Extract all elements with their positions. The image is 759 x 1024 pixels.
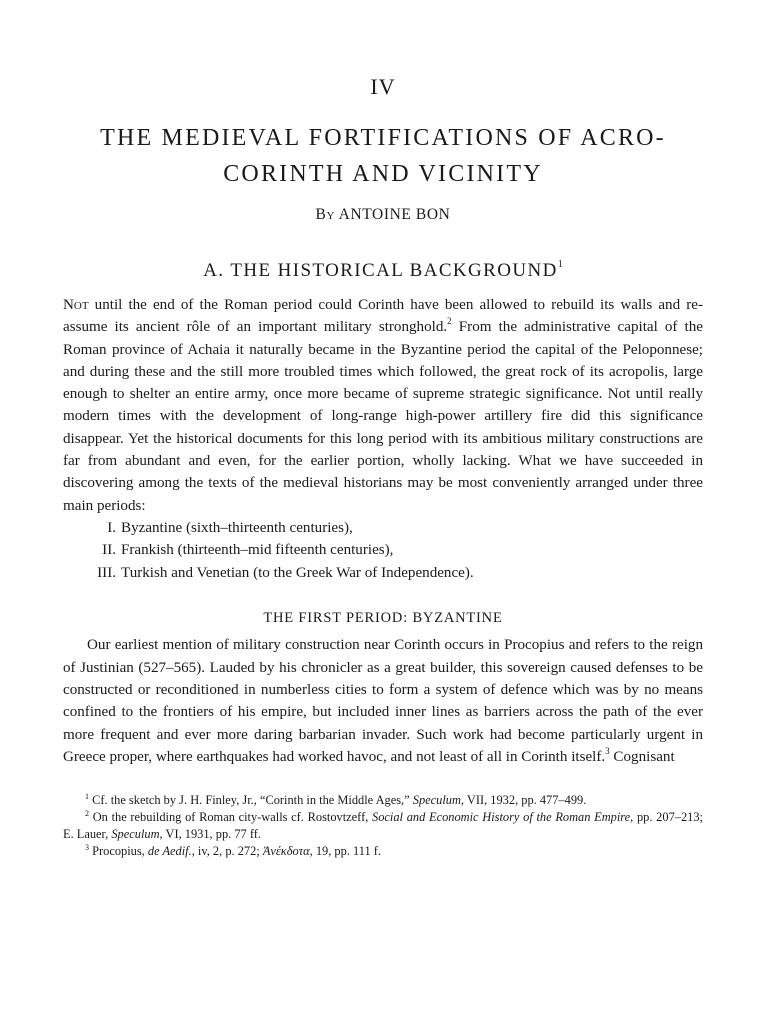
paragraph-2-text-b: Cognisant (609, 748, 675, 765)
period-list (63, 517, 703, 585)
footnote-2 (63, 809, 703, 843)
paragraph-1-text-a: until the end of the Roman period could Corinth have been allowed to rebuild its walls and re-assume its ancient rôle of an important military stronghold. (63, 297, 703, 336)
paragraph-lead-word: Not (63, 297, 89, 313)
period-item (63, 562, 703, 585)
footnote-text: , pp. 207–213; E. Lauer, (63, 810, 703, 842)
footnote-italic: Ἀνέκδοτα (262, 844, 310, 859)
author-prefix: By (315, 206, 336, 223)
footnote-italic: Speculum (111, 827, 160, 842)
footnote-italic: de Aedif. (147, 844, 192, 859)
section-heading (63, 250, 703, 280)
chapter-title (63, 120, 703, 192)
title-line-2: CORINTH AND VICINITY (223, 161, 543, 187)
footnote-text: On the rebuilding of Roman city-walls cf. Rostovtzeff, (92, 810, 373, 825)
paragraph-historical-background (63, 294, 703, 517)
footnote-italic: Speculum (412, 793, 461, 808)
footnote-text: , iv, 2, p. 272; (191, 844, 263, 859)
period-numeral: I. (107, 519, 116, 536)
footnote-text: Cf. the sketch by J. H. Finley, Jr., “Corinth in the Middle Ages,” (92, 793, 413, 808)
author-name: ANTOINE BON (338, 206, 451, 223)
footnote-1 (63, 792, 703, 809)
footnote-number: 2 (85, 809, 89, 819)
footnote-number: 1 (85, 792, 89, 802)
footnote-ref-2: 2 (447, 316, 452, 327)
period-text: Byzantine (sixth–thirteenth centuries), (121, 519, 353, 536)
paragraph-first-period (63, 634, 703, 768)
period-text: Turkish and Venetian (to the Greek War of Independence). (121, 564, 474, 581)
paragraph-1-text-b: From the administrative capital of the Roman province of Achaia it naturally became in the Byzantine period the capital of the Peloponnese; and during these and the still more troubled times which followed, the great rock of its acropolis, large enough to shelter an entire army, once more became of supreme strategic significance. Not until really modern times with the development of long-range high-power artillery fire did this significance disappear. Yet the historical documents for this long period with its ambitious military constructions are far from abundant and even, for the earlier portion, wholly lacking. What we have succeeded in discovering among the texts of the medieval historians may be most conveniently arranged under three main periods: (63, 319, 703, 514)
subheading-first-period: THE FIRST PERIOD: BYZANTINE (263, 610, 503, 627)
footnote-number: 3 (85, 843, 89, 853)
footnote-italic: Social and Economic History of the Roman Empire (372, 810, 631, 825)
period-numeral: III. (97, 564, 116, 581)
footnote-ref-1: 1 (557, 259, 563, 270)
chapter-number: IV (370, 74, 396, 99)
footnote-text: Procopius, (92, 844, 148, 859)
section-heading-text: A. THE HISTORICAL BACKGROUND (203, 260, 558, 281)
period-item (63, 539, 703, 562)
title-line-1: THE MEDIEVAL FORTIFICATIONS OF ACRO- (100, 125, 666, 151)
footnote-text: , VI, 1931, pp. 77 ff. (159, 827, 261, 842)
footnote-ref-3: 3 (605, 745, 610, 756)
period-item (63, 517, 703, 540)
footnotes (63, 792, 703, 860)
footnote-text: , 19, pp. 111 f. (309, 844, 381, 859)
page (63, 72, 703, 860)
period-text: Frankish (thirteenth–mid fifteenth centuries), (121, 542, 394, 559)
paragraph-2-text-a: Our earliest mention of military construction near Corinth occurs in Procopius and refers to the reign of Justinian (527–565). Lauded by his chronicler as a great builder, this sovereign caused defenses to be constructed or reconditioned in numberless cities to form a system of defence which was by no means confined to the frontiers of his empire, but included inner lines as barriers across the path of the ever more frequent and ever more daring barbarian invader. Such work had become particularly urgent in Greece proper, where earthquakes had worked havoc, and not least of all in Corinth itself. (63, 637, 703, 765)
period-numeral: II. (102, 542, 116, 559)
author-byline (63, 204, 703, 226)
footnote-text: , VII, 1932, pp. 477–499. (460, 793, 587, 808)
footnote-3 (63, 843, 703, 860)
